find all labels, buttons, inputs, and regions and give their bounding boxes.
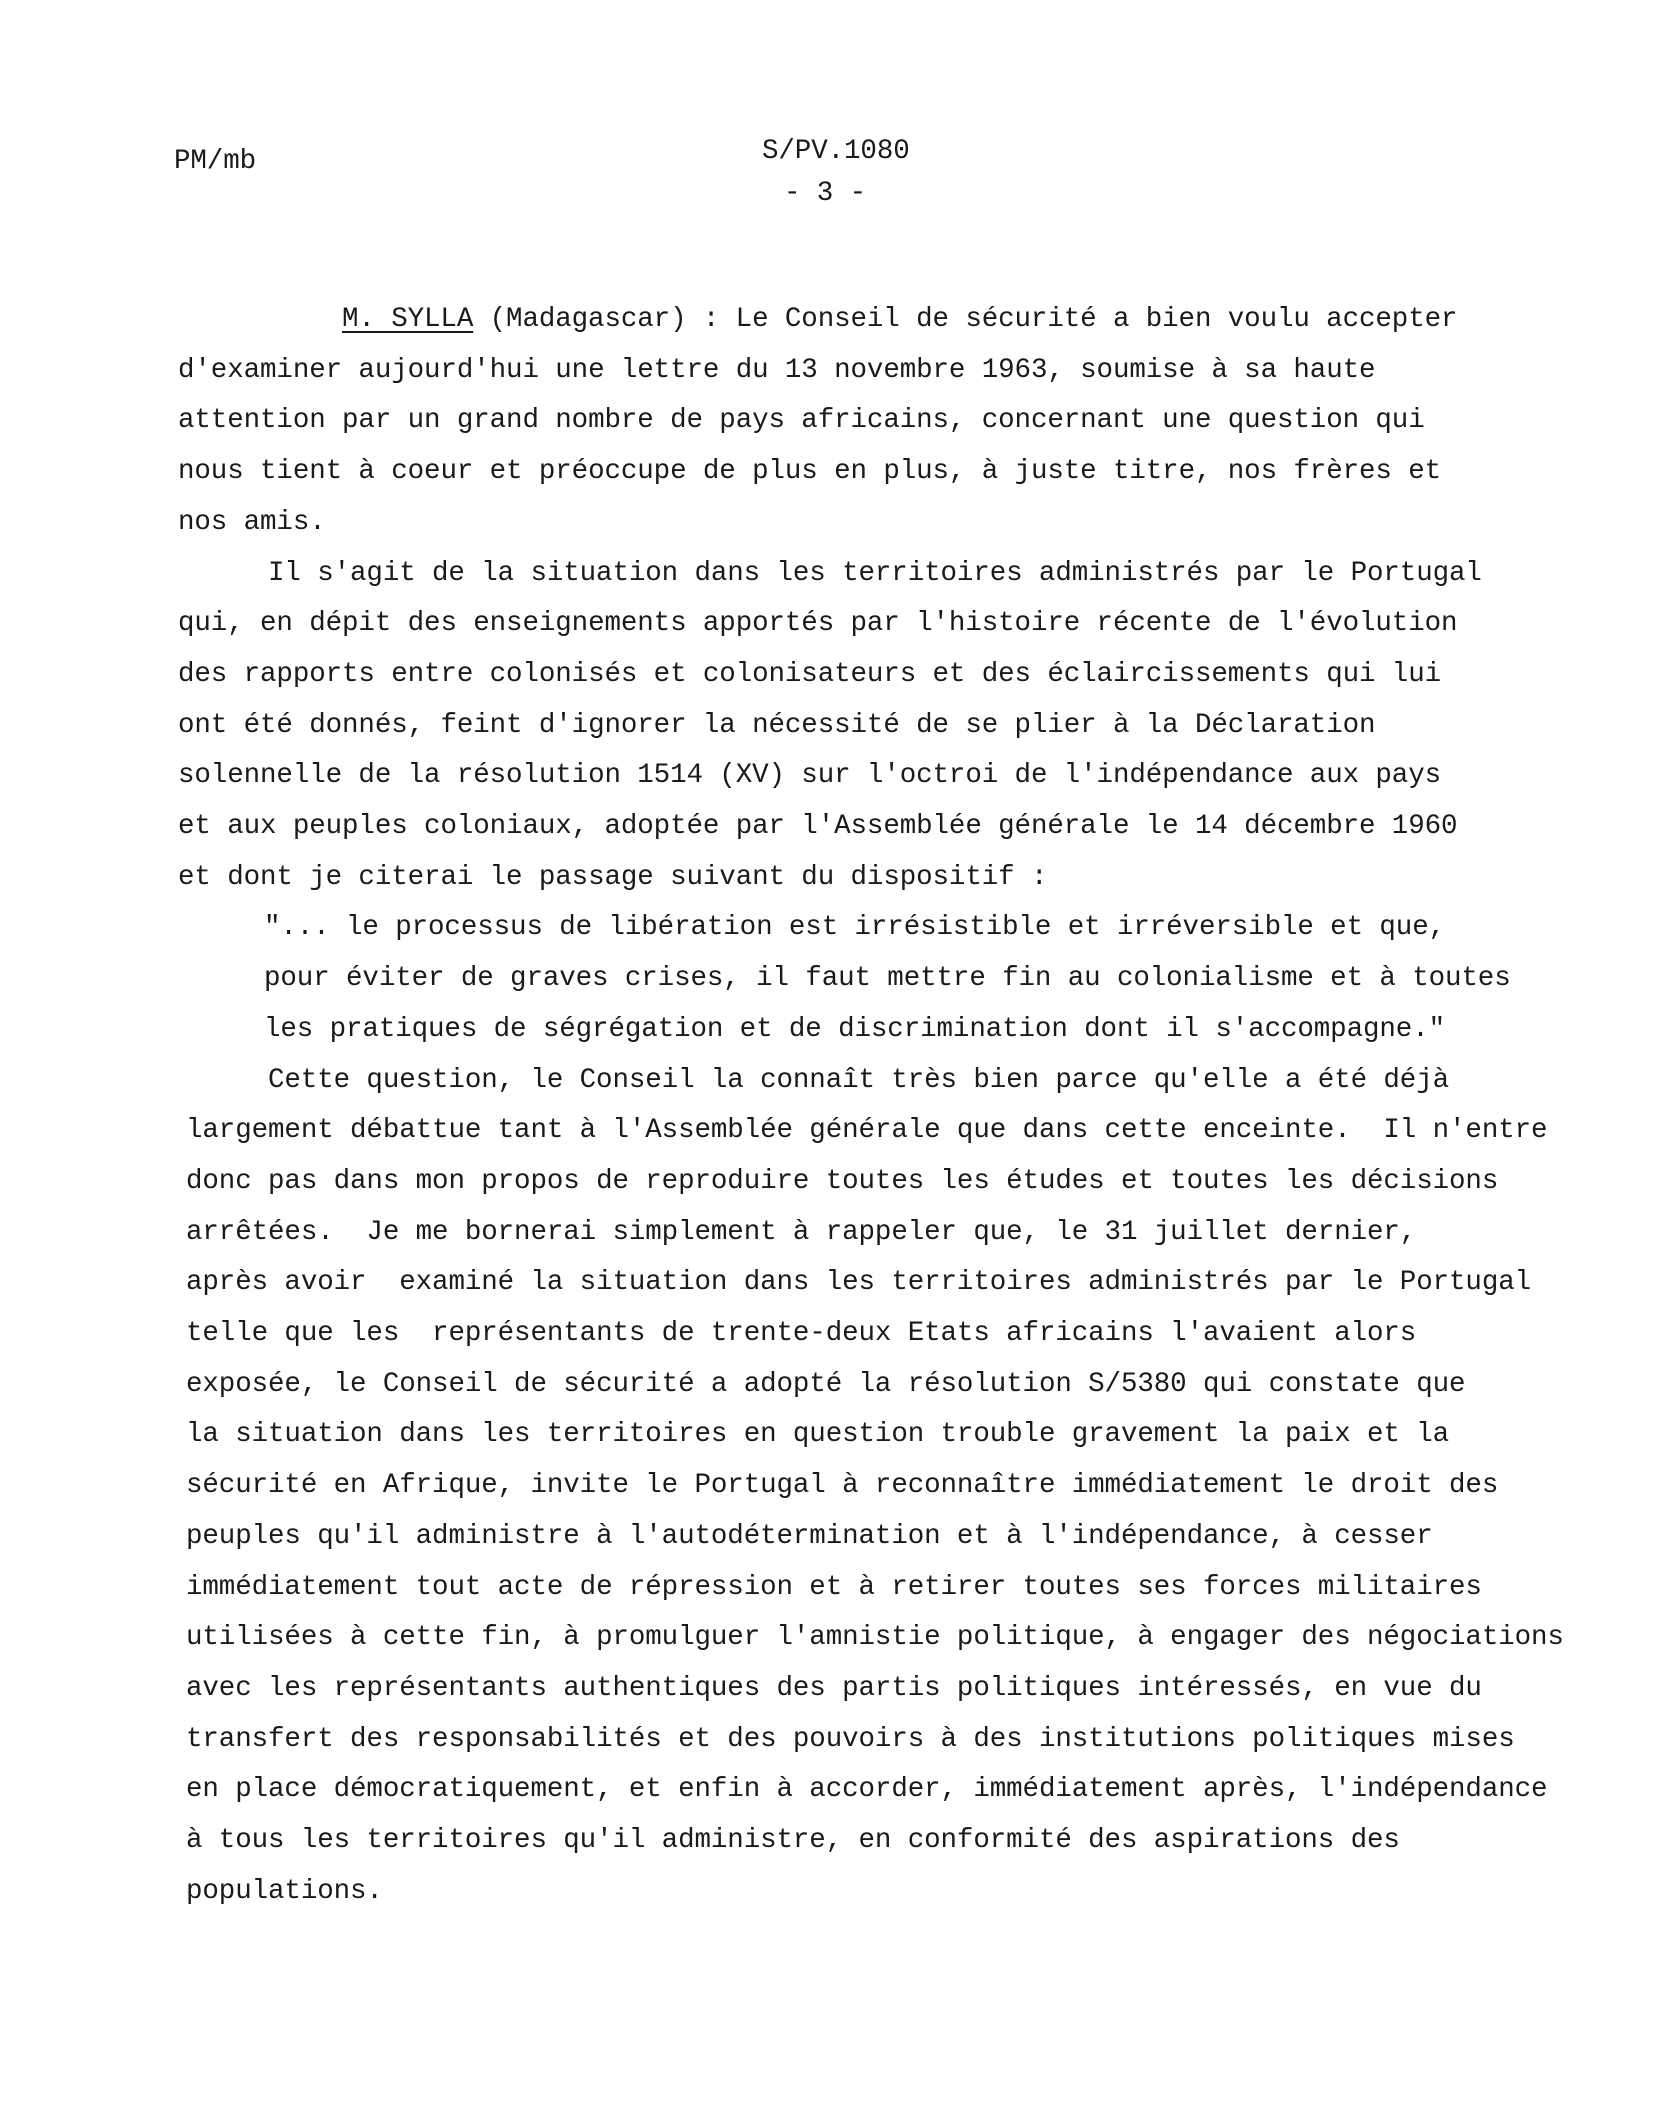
line-text: utilisées à cette fin, à promulguer l'amnistie politique, à engager des négociations [186, 1622, 1564, 1654]
text-line [178, 658, 1442, 690]
text-line [178, 407, 1425, 435]
line-text: Cette question, le Conseil la connaît très bien parce qu'elle a été déjà [268, 1064, 1449, 1096]
text-line [186, 1216, 1417, 1248]
line-text: les pratiques de ségrégation et de discrimination dont il s'accompagne." [264, 1013, 1445, 1045]
document-symbol: S/PV.1080 [762, 136, 910, 167]
line-text: telle que les représentants de trente-deux Etats africains l'avaient alors [186, 1318, 1417, 1349]
text-line [268, 1064, 1449, 1096]
text-line [178, 861, 1048, 893]
text-line [178, 354, 1376, 386]
text-line [178, 458, 1441, 486]
text-line [186, 1571, 1482, 1603]
text-line [186, 1165, 1499, 1197]
line-text: qui, en dépit des enseignements apportés par l'histoire récente de l'évolution [178, 608, 1458, 640]
page-number: - 3 - [784, 178, 867, 209]
text-line [186, 1624, 1564, 1652]
line-text: arrêtées. Je me bornerai simplement à rappeler que, le 31 juillet dernier, [186, 1216, 1417, 1248]
line-text: nos amis. [178, 506, 326, 538]
line-text: donc pas dans mon propos de reproduire toutes les études et toutes les décisions [186, 1165, 1499, 1197]
line-text: immédiatement tout acte de répression et à retirer toutes ses forces militaires [186, 1571, 1482, 1603]
line-text: nous tient à coeur et préoccupe de plus en plus, à juste titre, nos frères et [178, 456, 1442, 488]
line-text: en place démocratiquement, et enfin à accorder, immédiatement après, l'indépendance [186, 1774, 1548, 1806]
text-line [178, 709, 1376, 741]
line-text: Il s'agit de la situation dans les territoires administrés par le Portugal [268, 557, 1482, 589]
text-line [186, 1672, 1482, 1704]
line-text: à tous les territoires qu'il administre, en conformité des aspirations des [186, 1825, 1400, 1856]
line-text: solennelle de la résolution 1514 (XV) sur l'octroi de l'indépendance aux pays [178, 760, 1442, 792]
line-text: la situation dans les territoires en question trouble gravement la paix et la [186, 1419, 1450, 1451]
text-line [178, 506, 326, 538]
line-text: et aux peuples coloniaux, adoptée par l'Assemblée générale le 14 décembre 1960 [178, 811, 1458, 842]
line-text: et dont je citerai le passage suivant du dispositif : [178, 861, 1048, 893]
text-line [186, 1368, 1466, 1400]
text-line [186, 1421, 1449, 1449]
text-line [178, 813, 1457, 841]
text-line [186, 1320, 1416, 1348]
text-line [186, 1827, 1400, 1855]
text-line [186, 1875, 383, 1907]
text-line [268, 557, 1482, 589]
text-line [342, 306, 1457, 334]
line-text: ont été donnés, feint d'ignorer la nécessité de se plier à la Déclaration [178, 709, 1376, 741]
line-text: (Madagascar) : Le Conseil de sécurité a bien voulu accepter [473, 304, 1458, 335]
line-text: avec les représentants authentiques des partis politiques intéressés, en vue du [186, 1672, 1482, 1704]
text-line [178, 762, 1441, 790]
text-line [178, 610, 1457, 638]
text-line [186, 1269, 1531, 1297]
line-text: exposée, le Conseil de sécurité a adopté la résolution S/5380 qui constate que [186, 1368, 1466, 1400]
line-text: largement débattue tant à l'Assemblée générale que dans cette enceinte. Il n'entre [186, 1115, 1548, 1147]
text-line [264, 965, 1511, 993]
text-line [186, 1117, 1547, 1145]
line-text: d'examiner aujourd'hui une lettre du 13 novembre 1963, soumise à sa haute [178, 354, 1376, 386]
line-text: attention par un grand nombre de pays africains, concernant une question qui [178, 405, 1425, 437]
line-text: pour éviter de graves crises, il faut mettre fin au colonialisme et à toutes [264, 963, 1511, 995]
text-line [264, 1013, 1445, 1045]
text-line [186, 1776, 1547, 1804]
text-line [186, 1472, 1498, 1500]
text-line [264, 914, 1445, 942]
line-text: après avoir examiné la situation dans les territoires administrés par le Portugal [186, 1267, 1532, 1299]
author-initials: PM/mb [174, 146, 257, 177]
line-text: peuples qu'il administre à l'autodétermination et à l'indépendance, à cesser [186, 1520, 1433, 1552]
line-text: populations. [186, 1875, 383, 1907]
line-text: sécurité en Afrique, invite le Portugal à reconnaître immédiatement le droit des [186, 1470, 1499, 1502]
line-text: "... le processus de libération est irrésistible et irréversible et que, [264, 912, 1445, 944]
line-text: des rapports entre colonisés et colonisateurs et des éclaircissements qui lui [178, 658, 1442, 690]
speaker-name: M. SYLLA [342, 304, 474, 335]
text-line [186, 1520, 1433, 1552]
text-line [186, 1723, 1515, 1755]
line-text: transfert des responsabilités et des pouvoirs à des institutions politiques mises [186, 1723, 1515, 1755]
